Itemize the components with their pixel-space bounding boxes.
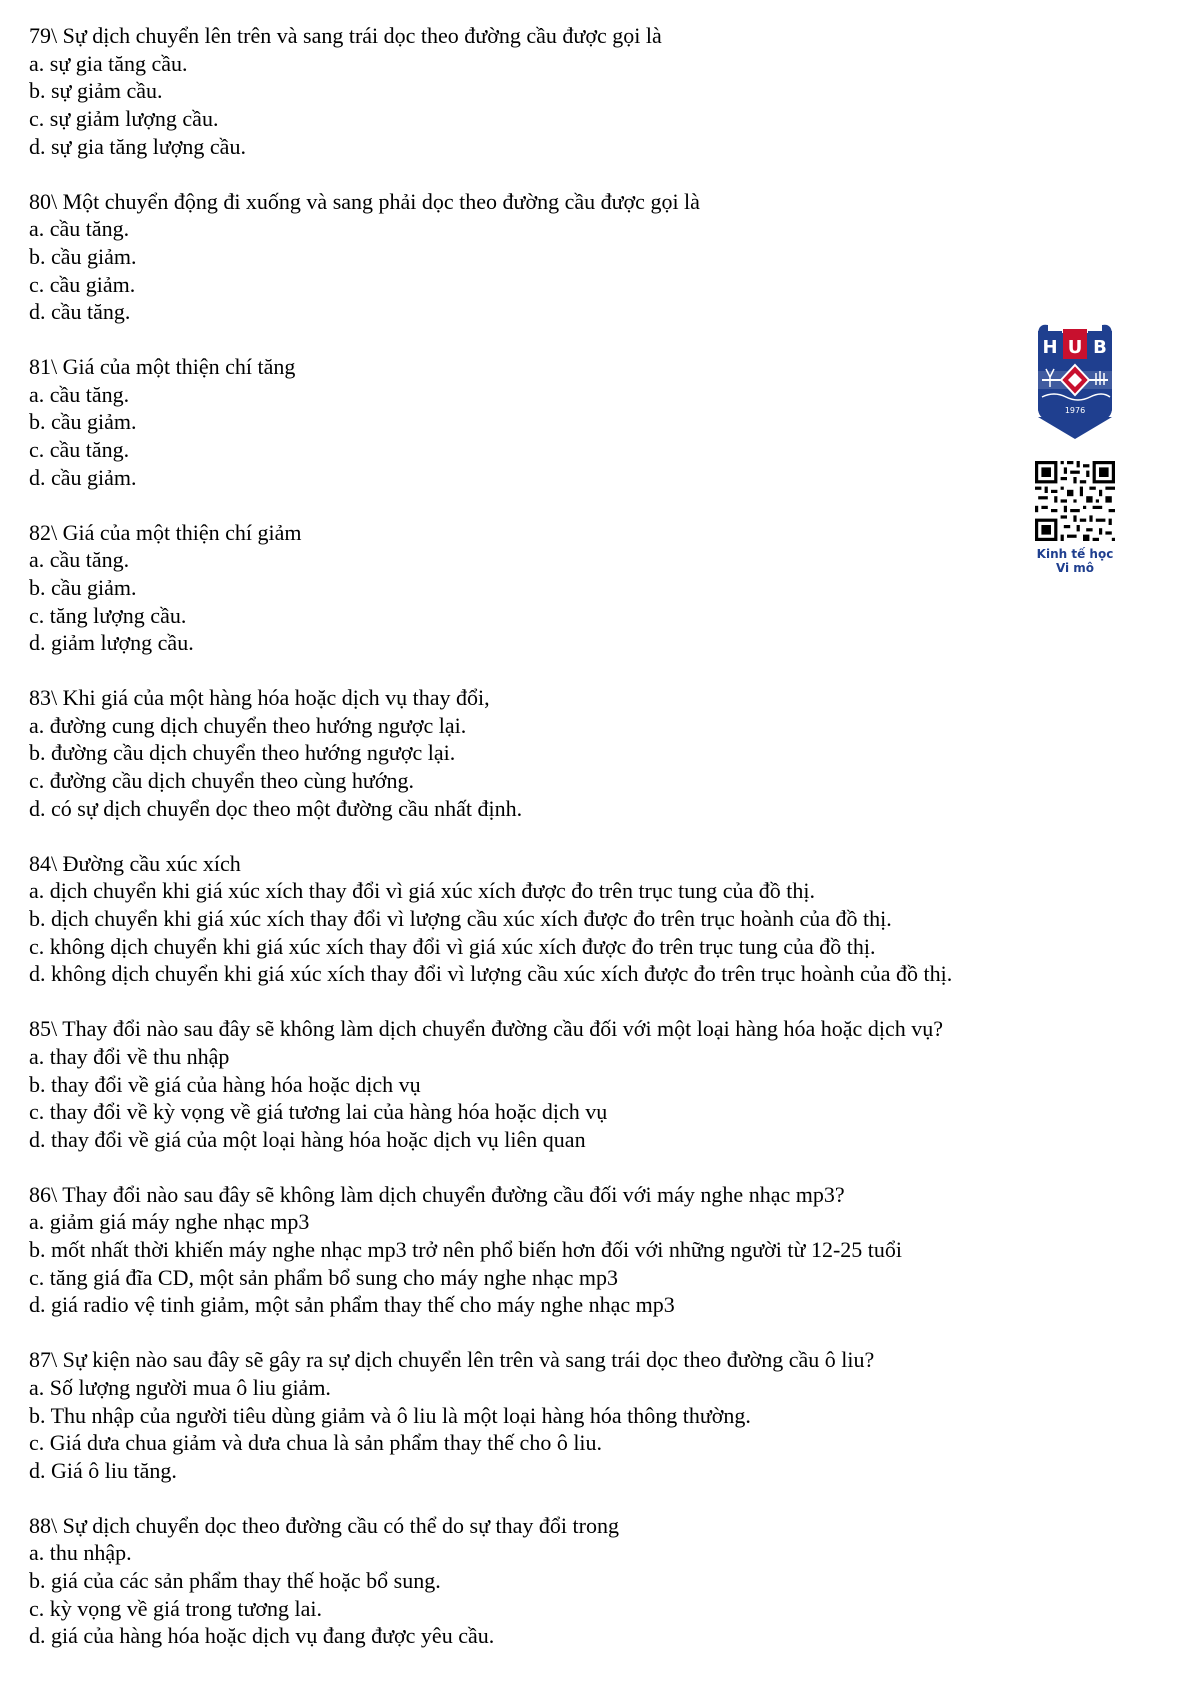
option-a: a. cầu tăng. bbox=[29, 547, 130, 573]
question-80 bbox=[29, 188, 1149, 327]
question-text: 82\ Giá của một thiện chí giảm bbox=[29, 519, 302, 545]
option-a: a. dịch chuyển khi giá xúc xích thay đổi vì giá xúc xích được đo trên trục tung của đồ thị. bbox=[29, 878, 816, 904]
logo-letter-u: U bbox=[1067, 337, 1083, 358]
logo-year: 1976 bbox=[1064, 406, 1086, 415]
caption-line-1: Kinh tế học bbox=[1036, 547, 1114, 561]
question-text: 81\ Giá của một thiện chí tăng bbox=[29, 354, 296, 380]
question-82 bbox=[29, 519, 1149, 658]
option-d: d. sự gia tăng lượng cầu. bbox=[29, 133, 246, 159]
option-d: d. cầu giảm. bbox=[29, 464, 137, 490]
option-c: c. cầu tăng. bbox=[29, 437, 130, 463]
question-text: 83\ Khi giá của một hàng hóa hoặc dịch vụ thay đổi, bbox=[29, 685, 490, 711]
option-d: d. thay đổi về giá của một loại hàng hóa hoặc dịch vụ liên quan bbox=[29, 1126, 586, 1152]
option-a: a. thay đổi về thu nhập bbox=[29, 1043, 230, 1069]
option-a: a. cầu tăng. bbox=[29, 381, 130, 407]
option-a: a. giảm giá máy nghe nhạc mp3 bbox=[29, 1209, 310, 1235]
option-d: d. giá radio vệ tinh giảm, một sản phẩm thay thế cho máy nghe nhạc mp3 bbox=[29, 1292, 675, 1318]
option-a: a. sự gia tăng cầu. bbox=[29, 50, 188, 76]
question-text: 88\ Sự dịch chuyển dọc theo đường cầu có thể do sự thay đổi trong bbox=[29, 1512, 619, 1538]
option-c: c. cầu giảm. bbox=[29, 271, 136, 297]
option-c: c. đường cầu dịch chuyển theo cùng hướng. bbox=[29, 768, 414, 794]
logo-letter-h: H bbox=[1042, 337, 1058, 358]
option-a: a. thu nhập. bbox=[29, 1540, 132, 1566]
option-d: d. không dịch chuyển khi giá xúc xích thay đổi vì lượng cầu xúc xích được đo trên trục hoành của đồ thị. bbox=[29, 961, 953, 987]
question-83 bbox=[29, 684, 1149, 823]
option-a: a. cầu tăng. bbox=[29, 216, 130, 242]
option-d: d. giảm lượng cầu. bbox=[29, 630, 194, 656]
option-b: b. sự giảm cầu. bbox=[29, 78, 163, 104]
question-list bbox=[29, 22, 1149, 1677]
option-c: c. Giá dưa chua giảm và dưa chua là sản phẩm thay thế cho ô liu. bbox=[29, 1430, 603, 1456]
option-c: c. thay đổi về kỳ vọng về giá tương lai của hàng hóa hoặc dịch vụ bbox=[29, 1099, 608, 1125]
question-text: 86\ Thay đổi nào sau đây sẽ không làm dịch chuyển đường cầu đối với máy nghe nhạc mp3? bbox=[29, 1181, 845, 1207]
option-c: c. không dịch chuyển khi giá xúc xích thay đổi vì giá xúc xích được đo trên trục tung của đồ thị. bbox=[29, 933, 876, 959]
course-caption bbox=[1030, 547, 1120, 575]
option-c: c. kỳ vọng về giá trong tương lai. bbox=[29, 1595, 323, 1621]
question-text: 85\ Thay đổi nào sau đây sẽ không làm dịch chuyển đường cầu đối với một loại hàng hóa hoặc dịch vụ? bbox=[29, 1016, 943, 1042]
logo-block bbox=[1030, 323, 1120, 575]
option-b: b. cầu giảm. bbox=[29, 409, 137, 435]
question-87 bbox=[29, 1346, 1149, 1485]
question-86 bbox=[29, 1181, 1149, 1320]
option-b: b. dịch chuyển khi giá xúc xích thay đổi vì lượng cầu xúc xích được đo trên trục hoành của đồ thị. bbox=[29, 905, 892, 931]
question-85 bbox=[29, 1015, 1149, 1154]
option-a: a. Số lượng người mua ô liu giảm. bbox=[29, 1374, 331, 1400]
question-88 bbox=[29, 1512, 1149, 1651]
option-c: c. tăng lượng cầu. bbox=[29, 602, 187, 628]
question-text: 80\ Một chuyển động đi xuống và sang phải dọc theo đường cầu được gọi là bbox=[29, 188, 700, 214]
qr-code-icon bbox=[1035, 461, 1115, 541]
question-text: 84\ Đường cầu xúc xích bbox=[29, 850, 241, 876]
hub-university-logo bbox=[1034, 323, 1116, 441]
option-d: d. Giá ô liu tăng. bbox=[29, 1457, 177, 1483]
option-c: c. sự giảm lượng cầu. bbox=[29, 106, 219, 132]
option-b: b. cầu giảm. bbox=[29, 574, 137, 600]
hub-logo-graphic bbox=[1034, 323, 1116, 441]
option-c: c. tăng giá đĩa CD, một sản phẩm bổ sung cho máy nghe nhạc mp3 bbox=[29, 1264, 618, 1290]
logo-letter-b: B bbox=[1093, 337, 1107, 358]
question-84 bbox=[29, 850, 1149, 989]
question-79 bbox=[29, 22, 1149, 161]
question-text: 87\ Sự kiện nào sau đây sẽ gây ra sự dịch chuyển lên trên và sang trái dọc theo đường cầu ô liu? bbox=[29, 1347, 875, 1373]
option-b: b. đường cầu dịch chuyển theo hướng ngược lại. bbox=[29, 740, 456, 766]
option-d: d. giá của hàng hóa hoặc dịch vụ đang được yêu cầu. bbox=[29, 1623, 495, 1649]
option-b: b. cầu giảm. bbox=[29, 243, 137, 269]
option-b: b. mốt nhất thời khiến máy nghe nhạc mp3 trở nên phổ biến hơn đối với những người từ 12-25 tuổi bbox=[29, 1237, 903, 1263]
option-b: b. thay đổi về giá của hàng hóa hoặc dịch vụ bbox=[29, 1071, 421, 1097]
option-b: b. giá của các sản phẩm thay thế hoặc bổ sung. bbox=[29, 1568, 441, 1594]
question-81 bbox=[29, 353, 1149, 492]
option-d: d. có sự dịch chuyển dọc theo một đường cầu nhất định. bbox=[29, 795, 523, 821]
caption-line-2: Vi mô bbox=[1055, 561, 1095, 575]
option-a: a. đường cung dịch chuyển theo hướng ngược lại. bbox=[29, 712, 467, 738]
option-d: d. cầu tăng. bbox=[29, 299, 131, 325]
question-text: 79\ Sự dịch chuyển lên trên và sang trái dọc theo đường cầu được gọi là bbox=[29, 23, 662, 48]
option-b: b. Thu nhập của người tiêu dùng giảm và ô liu là một loại hàng hóa thông thường. bbox=[29, 1402, 751, 1428]
